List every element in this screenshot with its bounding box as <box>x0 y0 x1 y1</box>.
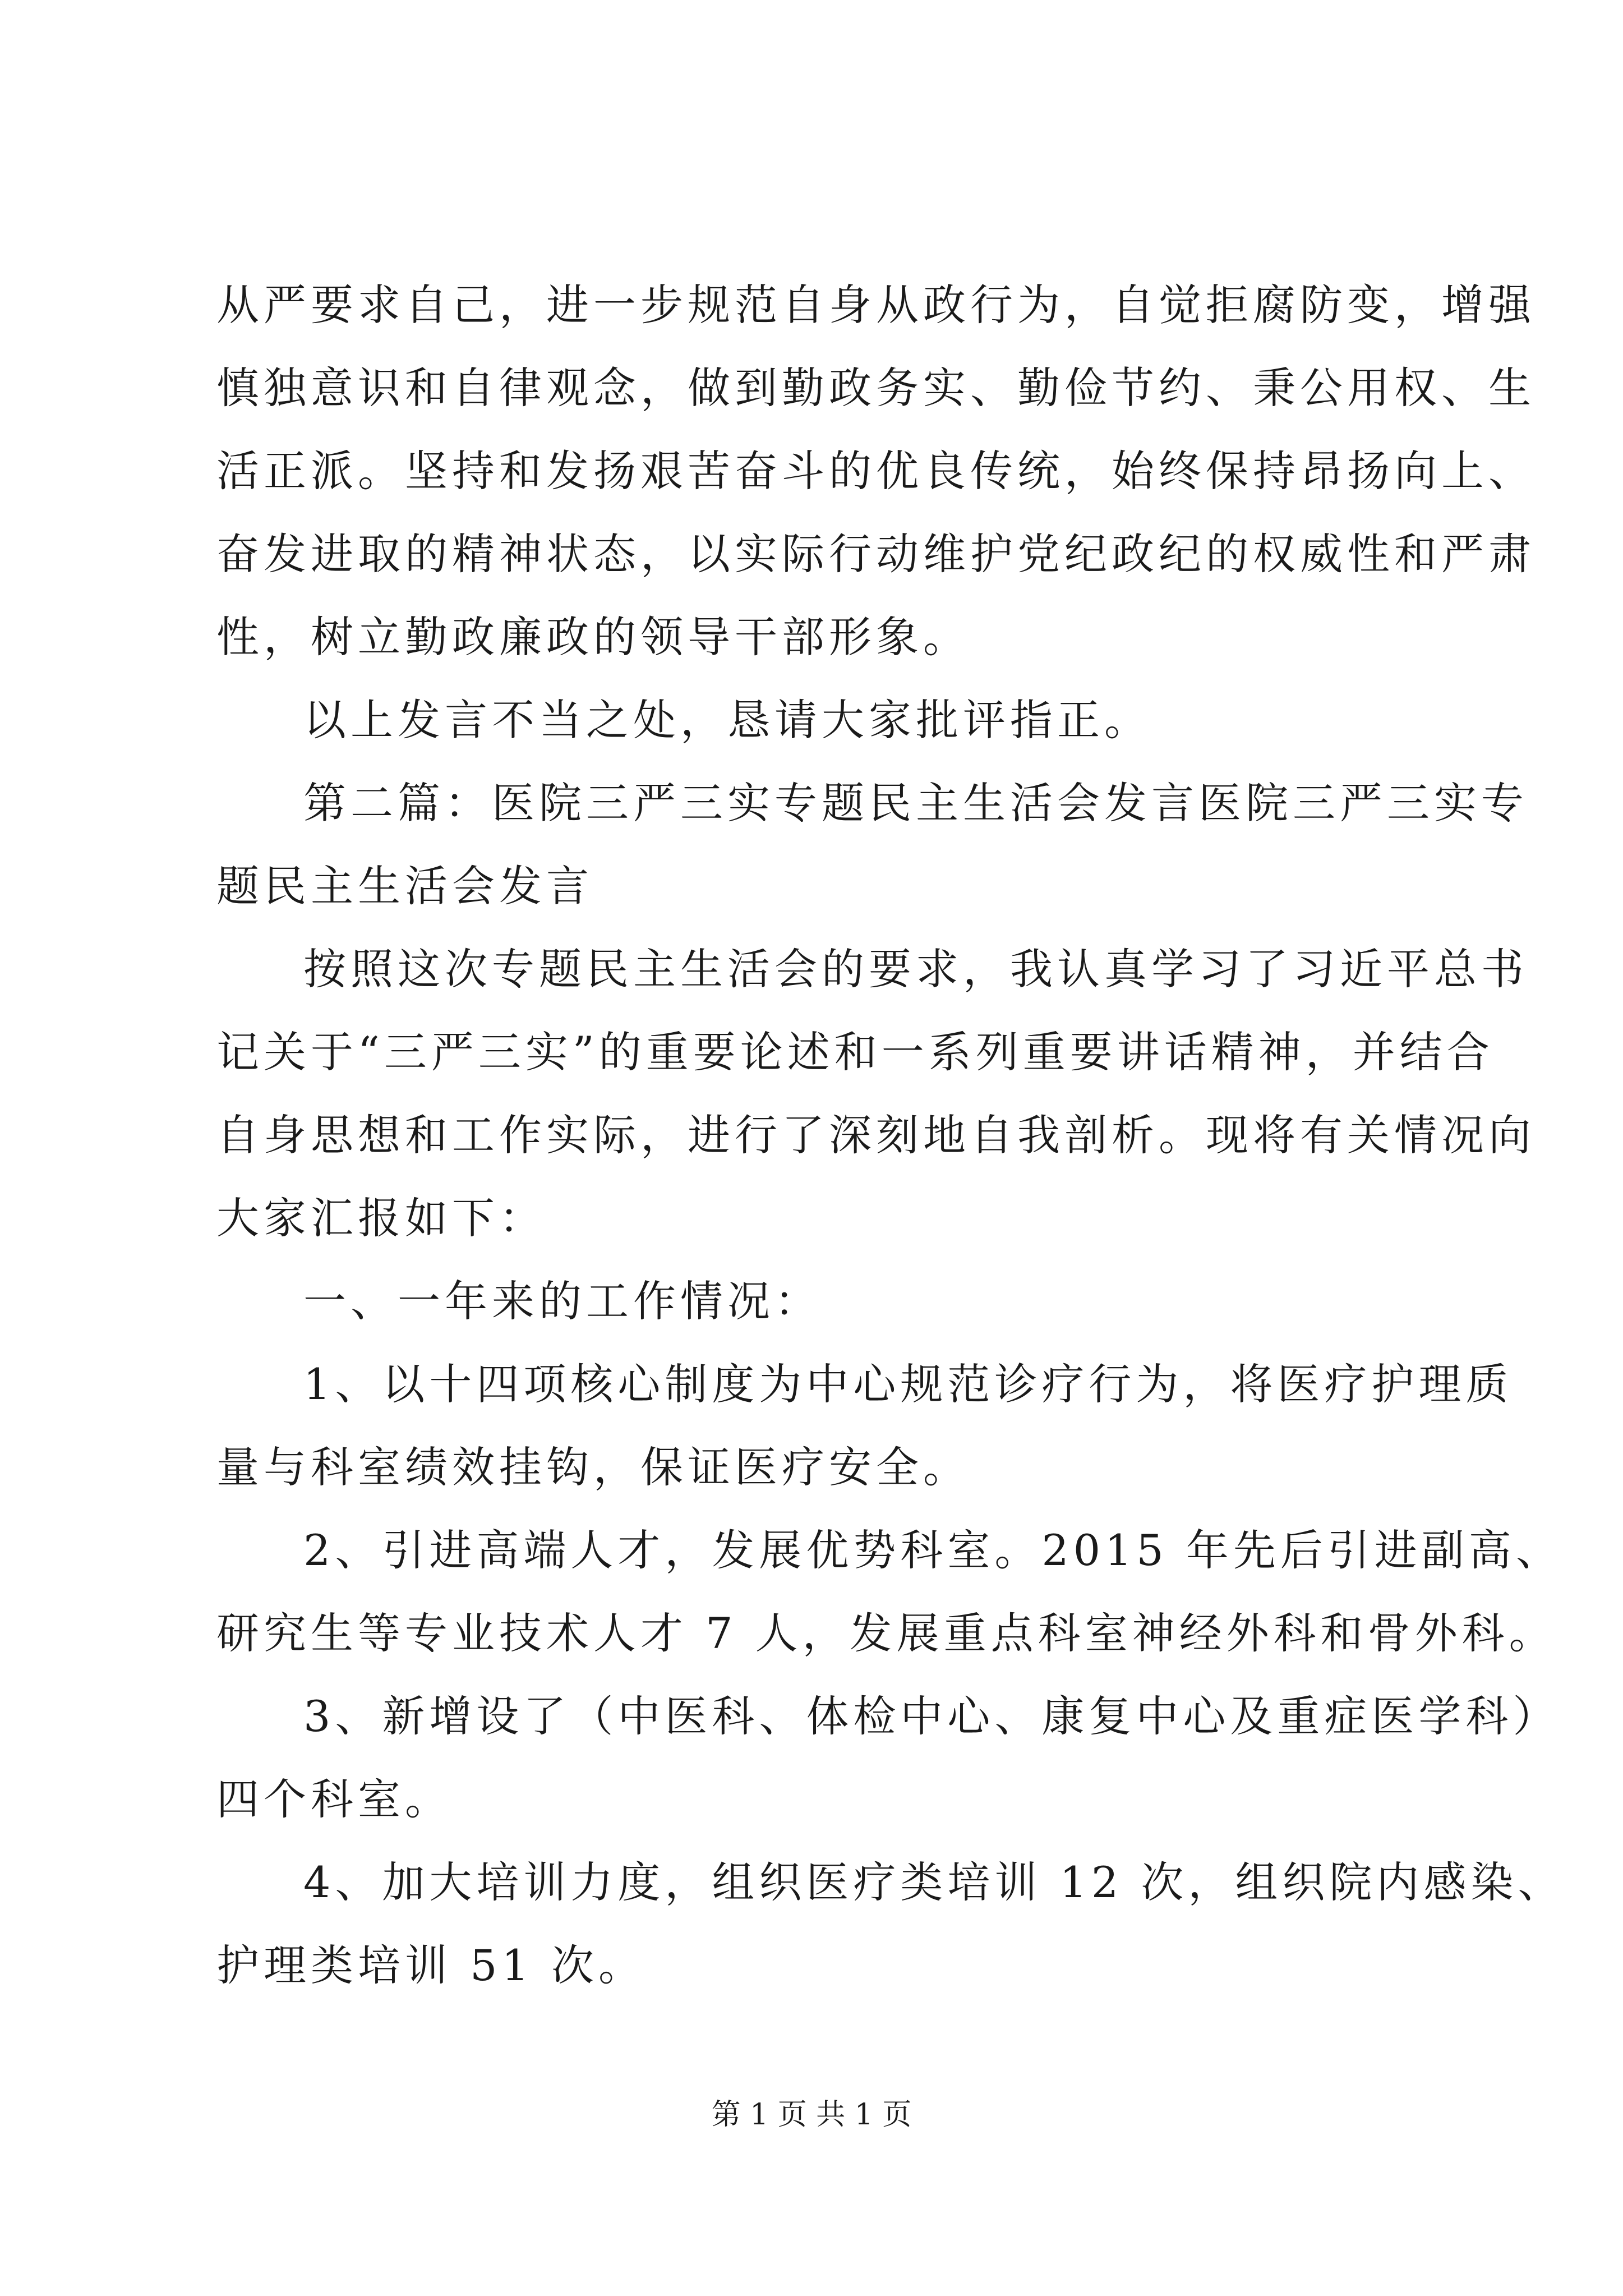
paragraph-line: 从严要求自己，进一步规范自身从政行为，自觉拒腐防变，增强 <box>216 280 1536 330</box>
paragraph-line: 记关于“三严三实”的重要论述和一系列重要讲话精神，并结合 <box>216 1027 1494 1077</box>
list-item: 3、新增设了（中医科、体检中心、康复中心及重症医学科） <box>303 1691 1560 1741</box>
list-item: 1、以十四项核心制度为中心规范诊疗行为，将医疗护理质 <box>303 1359 1513 1409</box>
list-item: 2、引进高端人才，发展优势科室。2015 年先后引进副高、 <box>303 1525 1563 1575</box>
subsection-heading: 一、一年来的工作情况： <box>303 1276 822 1326</box>
list-item-continued: 量与科室绩效挂钩，保证医疗安全。 <box>216 1442 970 1492</box>
paragraph-line: 奋发进取的精神状态，以实际行动维护党纪政纪的权威性和严肃 <box>216 529 1536 579</box>
paragraph-line: 活正派。坚持和发扬艰苦奋斗的优良传统，始终保持昂扬向上、 <box>216 446 1536 496</box>
page-number-footer: 第 1 页 共 1 页 <box>711 2098 912 2132</box>
list-item-continued: 研究生等专业技术人才 7 人，发展重点科室神经外科和骨外科。 <box>216 1608 1556 1658</box>
closing-remark: 以上发言不当之处，恳请大家批评指正。 <box>303 695 1151 745</box>
paragraph-line: 按照这次专题民主生活会的要求，我认真学习了习近平总书 <box>303 944 1528 994</box>
paragraph-line: 自身思想和工作实际，进行了深刻地自我剖析。现将有关情况向 <box>216 1110 1536 1160</box>
list-item-continued: 护理类培训 51 次。 <box>216 1940 646 1990</box>
paragraph-line: 大家汇报如下： <box>216 1193 546 1243</box>
section-heading: 第二篇：医院三严三实专题民主生活会发言医院三严三实专 <box>303 778 1528 828</box>
section-heading-continued: 题民主生活会发言 <box>216 861 593 911</box>
paragraph-line: 性，树立勤政廉政的领导干部形象。 <box>216 612 970 662</box>
list-item-continued: 四个科室。 <box>216 1774 452 1824</box>
document-body <box>216 264 1565 2007</box>
paragraph-line: 慎独意识和自律观念，做到勤政务实、勤俭节约、秉公用权、生 <box>216 363 1536 413</box>
list-item: 4、加大培训力度，组织医疗类培训 12 次，组织院内感染、 <box>303 1857 1565 1907</box>
